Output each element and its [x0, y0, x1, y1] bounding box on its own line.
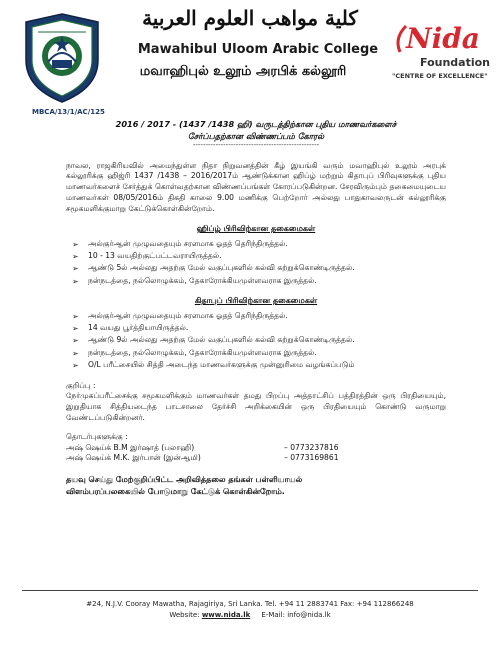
contact-name: அஷ் ஷெய்க் M.K. இர்பான் (இன்ஆமி) [66, 453, 201, 463]
list-item: ➢ ஆண்டு 9ல் அல்லது அதற்கு மேல் வகுப்புகளில் கல்வி கற்றுக்கொண்டிருத்தல். [72, 335, 355, 346]
letterhead [0, 0, 500, 120]
footer [0, 600, 500, 619]
nida-foundation-logo [392, 22, 492, 92]
notice-title-line2: சேர்ப்பதற்கான விண்ணப்பம் கோரல் [187, 131, 325, 142]
contacts-label: தொடர்புகளுக்கு : [66, 431, 128, 441]
footer-contact-line [0, 611, 500, 619]
arrow-bullet-icon: ➢ [72, 252, 79, 262]
college-emblem-icon [18, 10, 106, 106]
title-dashed-underline: -------------------------------------------------- [192, 140, 320, 149]
contact-name: அஷ் ஷெய்க் B.M இர்ஷாத் (பலாஹி) [66, 442, 195, 452]
email-label: E-Mail: [261, 611, 285, 619]
nida-tagline: "CENTRE OF EXCELLENCE" [392, 72, 488, 80]
closing-line1: தயவு செய்து மேற்குறிப்பிட்ட அறிவித்தலை தங்கள் பள்ளியாயல் [66, 475, 303, 485]
kitab-requirements-list [72, 311, 446, 371]
college-name-english: Mawahibul Uloom Arabic College [137, 42, 379, 57]
notice-title [66, 118, 446, 143]
arrow-bullet-icon: ➢ [72, 264, 79, 274]
nida-foundation-text: Foundation [420, 56, 491, 69]
arrow-bullet-icon: ➢ [72, 324, 79, 334]
arrow-bullet-icon: ➢ [72, 336, 79, 346]
registration-number: MBCA/13/1/AC/125 [32, 108, 105, 116]
list-item: ➢ அல்குர்ஆன் முழுவதையும் சரளமாக ஓதத் தெரிந்திருத்தல். [72, 238, 288, 249]
contact-phone: – 0773169861 [284, 453, 339, 463]
list-item: ➢ ஆண்டு 5ல் அல்லது அதற்கு மேல் வகுப்புகளில் கல்வி கற்றுக்கொண்டிருத்தல். [72, 263, 355, 274]
arrow-bullet-icon: ➢ [72, 276, 79, 286]
intro-paragraph: நாவல, ராஜகிரியவில் அமைந்துள்ள நிதா நிறுவனத்தின் கீழ் இயங்கி வரும் மவாஹிபுல் உலூம் அரபுக் கல்லூரிக்கு ஹிஜ்ரி 1437 /1438 – 2016/2017ம் ஆண்டுக்கான ஹிப்ழ் மற்றும் கிதாபுப் பிரிவுகளுக்கு புதிய மாணவர்களைச் சேர்த்துக் கொள்வதற்கான விண்ணப்பங்கள் கோரப்படுகின்றன. சேரவிரும்பும் தகைமையுடைய மாணவர்கள் 08/05/2016ம் திகதி காலை 9.00 மணிக்கு பெற்றோர் அல்லது பாதுகாவலருடன் கல்லூரிக்கு சமூகமளிக்குமாறு கேட்டுக்கொள்கின்றோம். [66, 160, 446, 213]
footer-address: #24, N.J.V. Cooray Mawatha, Rajagiriya, Sri Lanka. Tel. +94 11 2883741 Fax: +94 112866248 [86, 600, 414, 608]
note-label: குறிப்பு : [66, 380, 96, 390]
footer-divider [22, 590, 478, 591]
list-item: ➢ நன்நடத்தை, நல்லொழுக்கம், தேகாரோக்கியமுள்ளவராக இருத்தல். [72, 275, 317, 286]
list-item: ➢ 14 வயது பூர்த்தியாயிருத்தல். [72, 323, 189, 334]
kitab-section-title: கிதாபுப் பிரிவிற்கான தகைமைகள் [194, 296, 318, 306]
website-link[interactable]: www.nida.lk [201, 611, 251, 619]
arrow-bullet-icon: ➢ [72, 348, 79, 358]
list-item: ➢ நன்நடத்தை, நல்லொழுக்கம், தேகாரோக்கியமுள்ளவராக இருத்தல். [72, 347, 317, 358]
note-text: நேர்முகப்பரீட்சைக்கு சமூகமளிக்கும் மாணவர்கள் தமது பிறப்பு அத்தாட்சிப் பத்திரத்தின் ஒரு பிரதியையும், இறுதியாக சித்தியடைந்த பாடசாலை தேர்ச்சி அறிக்கையின் ஒரு பிரதியையும் கொண்டு வருமாறு வேண்டப்படுகின்றனர். [66, 391, 446, 423]
contact-row [66, 443, 446, 454]
list-item: ➢ 10 - 13 வயதிற்குட்பட்டவராயிருத்தல். [72, 251, 222, 262]
website-label: Website: [169, 611, 200, 619]
college-emblem [18, 10, 106, 116]
arrow-bullet-icon: ➢ [72, 311, 79, 321]
email-link[interactable]: info@nida.lk [287, 611, 331, 619]
hifz-requirements-list [72, 239, 446, 287]
nida-name: Nida [406, 22, 480, 55]
letter-body [66, 118, 446, 498]
hifz-section-title: ஹிப்ழ் பிரிவிற்கான தகைமைகள் [196, 224, 316, 234]
closing-line2: விளம்பரப்பலகையில் போடுமாறு கேட்டுக் கொள்கின்றோம். [66, 487, 285, 497]
notice-title-line1: 2016 / 2017 - (1437 /1438 ஹி) வருடத்திற்கான புதிய மாணவர்களைச் [115, 119, 397, 129]
arrow-bullet-icon: ➢ [72, 239, 79, 249]
contact-row [66, 453, 446, 464]
college-name-arabic: كلية مواهب العلوم العربية [142, 6, 358, 30]
college-name-tamil: மவாஹிபுல் உலூம் அரபிக் கல்லூரி [139, 64, 347, 79]
list-item: ➢ O/L பரீட்சையில் சித்தி அடைந்த மாணவர்களுக்கு முன்னுரிமை வழங்கப்படும் [72, 359, 355, 370]
contact-phone: – 0773237816 [284, 442, 339, 452]
arrow-bullet-icon: ➢ [72, 360, 79, 370]
closing-request [66, 474, 446, 498]
list-item: ➢ அல்குர்ஆன் முழுவதையும் சரளமாக ஓதத் தெரிந்திருத்தல். [72, 310, 288, 321]
